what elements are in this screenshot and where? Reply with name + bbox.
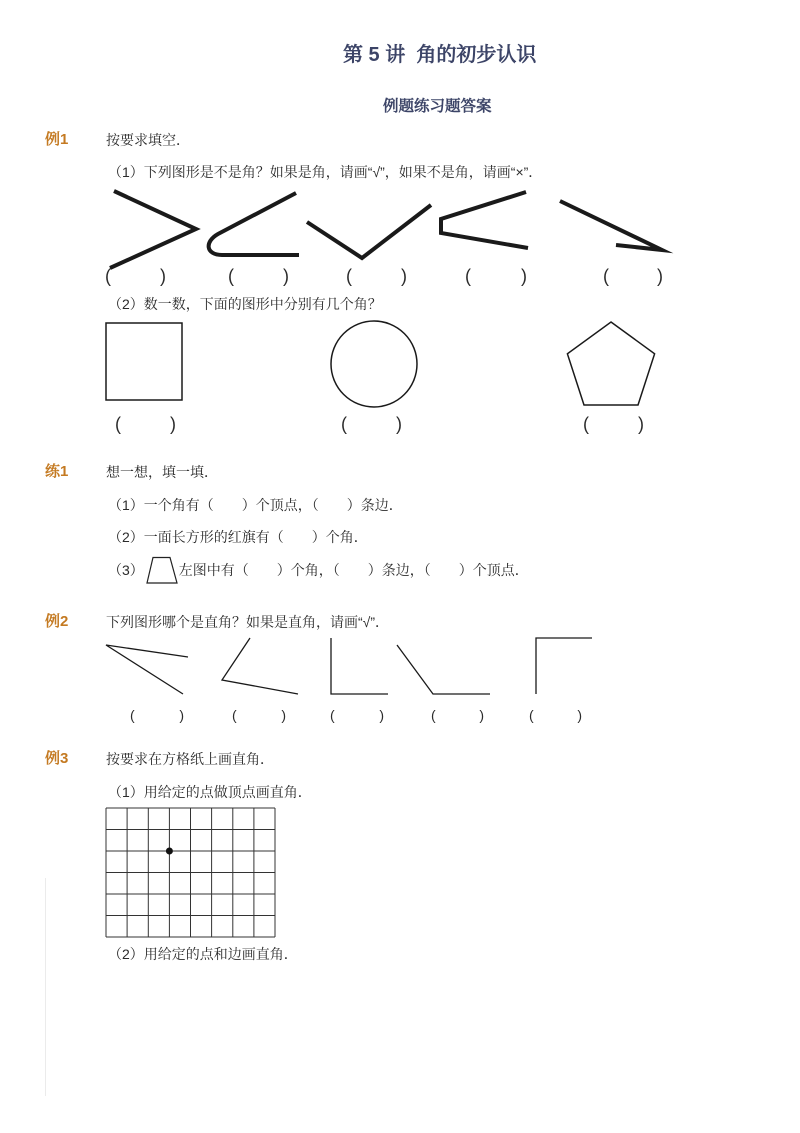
example2-instruction: 下列图形哪个是直角？如果是直角，请画“√”． — [106, 614, 390, 630]
example1-part2-shapes — [106, 321, 655, 407]
ex1-shape-3 — [307, 205, 431, 258]
answer-blank: ( ) — [529, 707, 582, 723]
example3-label: 例3 — [45, 750, 69, 767]
example1-part1-shapes — [110, 191, 662, 268]
ex2-angle-2 — [222, 638, 298, 694]
trapezoid-outline — [147, 558, 177, 584]
practice1-part1: （1）一个角有（ ）个顶点，（ ）条边． — [108, 497, 403, 513]
example1-part1-prompt: （1）下列图形是不是角？如果是角，请画“√”，如果不是角，请画“×”． — [108, 164, 543, 180]
answer-blank: ( ) — [130, 707, 184, 723]
trapezoid-figure — [146, 556, 178, 584]
answer-blank: ( ) — [583, 414, 644, 434]
answer-blank: ( ) — [115, 414, 176, 434]
practice1-part2: （2）一面长方形的红旗有（ ）个角． — [108, 529, 368, 545]
answer-blank: ( ) — [232, 707, 286, 723]
answer-blank: ( ) — [431, 707, 484, 723]
ex1-shape-2 — [209, 193, 299, 255]
practice1-label: 练1 — [45, 463, 69, 480]
practice1-part3 — [108, 556, 529, 584]
answer-blank: ( ) — [465, 266, 527, 286]
ex2-angle-1 — [106, 645, 188, 694]
example3-part1: （1）用给定的点做顶点画直角． — [108, 784, 312, 800]
answer-blank: ( ) — [341, 414, 402, 434]
page-subtitle: 例题练习题答案 — [383, 98, 492, 115]
example3-instruction: 按要求在方格纸上画直角． — [106, 751, 274, 767]
ex2-angle-4 — [397, 645, 490, 694]
square-shape — [106, 323, 182, 400]
pentagon-shape — [567, 322, 654, 405]
answer-blank: ( ) — [603, 266, 663, 286]
ex1-shape-5 — [560, 201, 662, 250]
grid-vertex-dot — [166, 848, 173, 855]
ex1-shape-1 — [110, 191, 196, 268]
answer-blank: ( ) — [330, 707, 384, 723]
answer-blank: ( ) — [346, 266, 407, 286]
practice1-instruction: 想一想，填一填． — [106, 464, 218, 480]
example1-instruction: 按要求填空． — [106, 132, 190, 148]
example2-label: 例2 — [45, 613, 69, 630]
ex1-shape-4 — [441, 192, 528, 248]
example1-part2-prompt: （2）数一数，下面的图形中分别有几个角？ — [108, 296, 382, 312]
example1-label: 例1 — [45, 131, 69, 148]
answer-blank: ( ) — [105, 266, 166, 286]
practice1-part3-text: 左图中有（ ）个角，（ ）条边，（ ）个顶点． — [178, 562, 529, 578]
page-title: 第 5 讲 角的初步认识 — [343, 44, 537, 66]
practice1-part3-prefix: （3） — [108, 562, 144, 578]
grid-paper — [106, 808, 275, 937]
answer-blank: ( ) — [228, 266, 289, 286]
ex2-angle-3 — [331, 638, 388, 694]
ex2-angle-5 — [536, 638, 592, 694]
margin-line — [45, 878, 46, 1096]
example2-angles — [106, 638, 592, 694]
example3-part2: （2）用给定的点和边画直角． — [108, 946, 298, 962]
circle-shape — [331, 321, 417, 407]
